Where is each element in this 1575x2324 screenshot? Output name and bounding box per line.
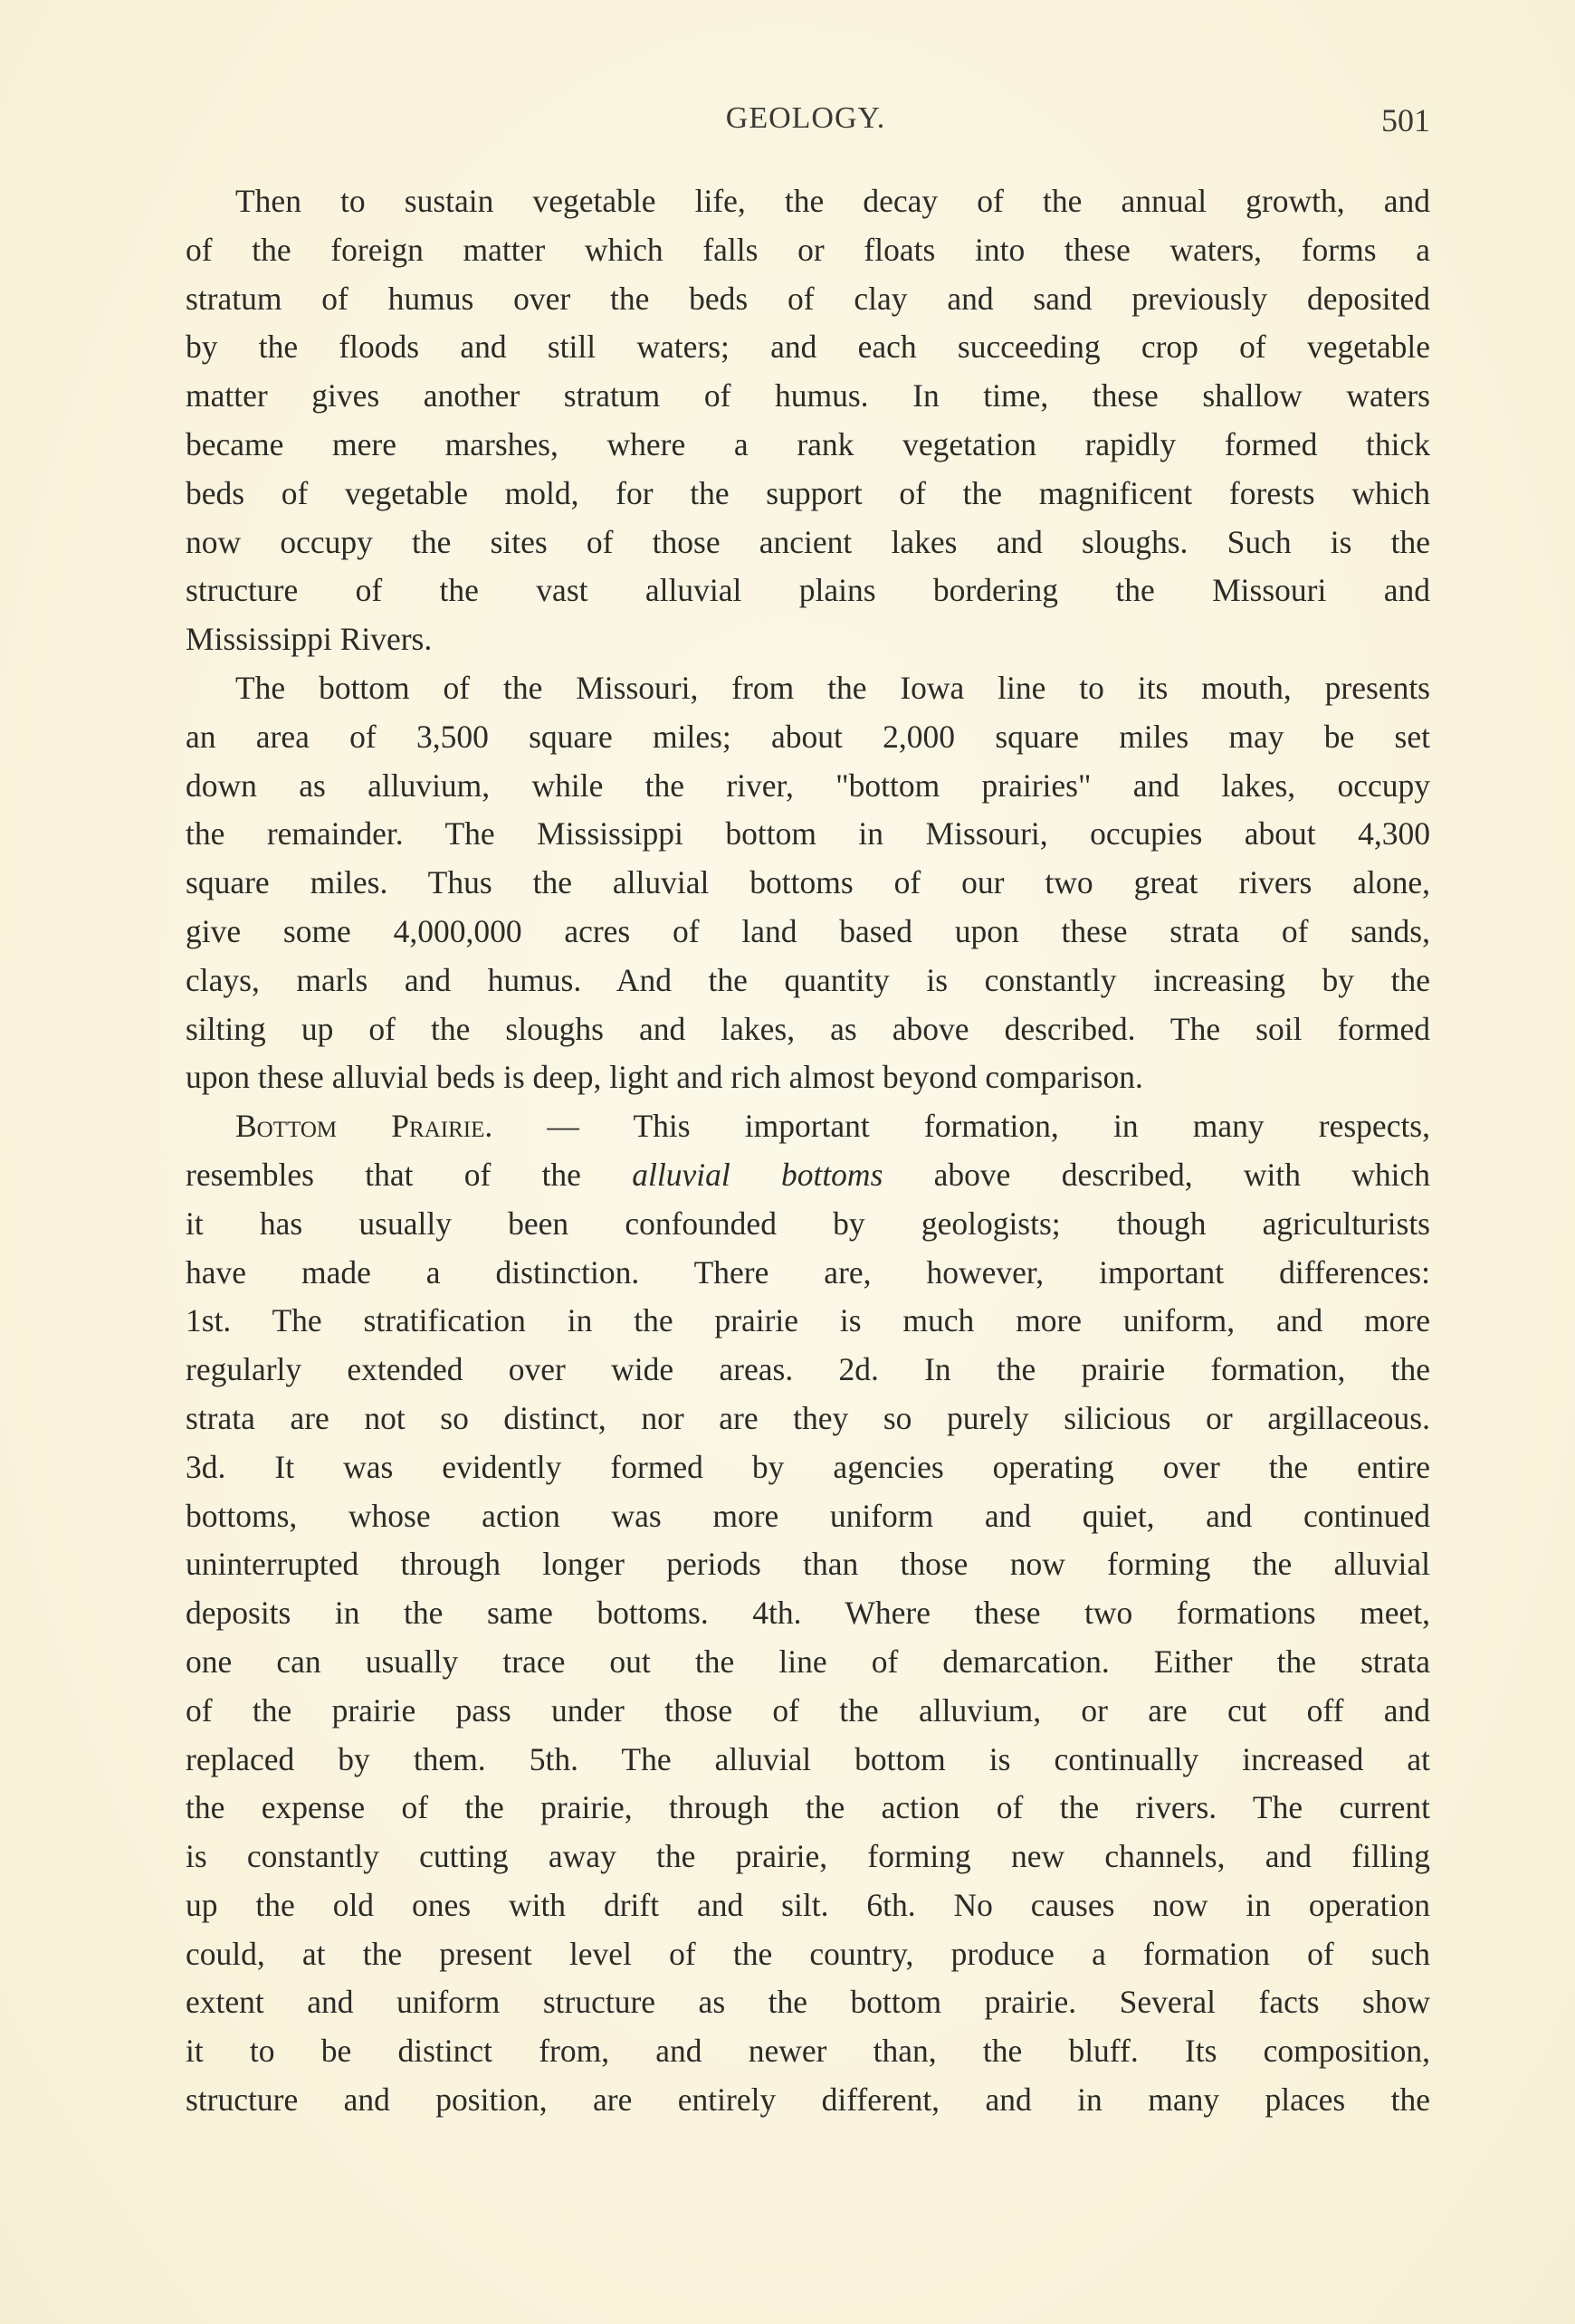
text-line: an area of 3,500 square miles; about 2,000 square miles may be set bbox=[186, 718, 1430, 755]
running-title: GEOLOGY. bbox=[725, 101, 886, 135]
em-dash: — bbox=[492, 1108, 634, 1145]
text-line: clays, marls and humus. And the quantity is constantly increasing by the bbox=[186, 961, 1430, 998]
text-line: have made a distinction. There are, however, important differences: bbox=[186, 1253, 1430, 1291]
text-line: structure and position, are entirely different, and in many places the bbox=[186, 2081, 1430, 2119]
text-line: could, at the present level of the country, produce a formation of such bbox=[186, 1935, 1430, 1972]
page-number: 501 bbox=[1381, 102, 1430, 138]
text-line: strata are not so distinct, nor are they so purely silicious or argillaceous. bbox=[186, 1399, 1430, 1436]
text-line: silting up of the sloughs and lakes, as above described. The soil formed bbox=[186, 1010, 1430, 1047]
text-line: now occupy the sites of those ancient lakes and sloughs. Such is the bbox=[186, 523, 1430, 560]
section-heading: Bottom Prairie. bbox=[235, 1108, 493, 1145]
text-line: regularly extended over wide areas. 2d. In the prairie formation, the bbox=[186, 1351, 1430, 1388]
text-line: Then to sustain vegetable life, the decay of the annual growth, and bbox=[235, 183, 1430, 219]
text-line: it to be distinct from, and newer than, the bluff. Its composition, bbox=[186, 2033, 1430, 2070]
text-line: 1st. The stratification in the prairie is much more uniform, and more bbox=[186, 1302, 1430, 1339]
text-line: Mississippi Rivers. bbox=[186, 621, 433, 658]
text-line: the expense of the prairie, through the action of the rivers. The current bbox=[186, 1789, 1430, 1826]
running-head bbox=[181, 101, 1430, 138]
text-line: structure of the vast alluvial plains bordering the Missouri and bbox=[186, 572, 1430, 609]
text-line: down as alluvium, while the river, "bottom prairies" and lakes, occupy bbox=[186, 767, 1430, 804]
text-line: beds of vegetable mold, for the support of the magnificent forests which bbox=[186, 474, 1430, 511]
text-line: of the foreign matter which falls or floats into these waters, forms a bbox=[186, 231, 1430, 268]
text-line: became mere marshes, where a rank vegetation rapidly formed thick bbox=[186, 425, 1430, 462]
italic-term: alluvial bottoms bbox=[632, 1156, 883, 1193]
text-line: the remainder. The Mississippi bottom in Missouri, occupies about 4,300 bbox=[186, 815, 1430, 852]
text-run: This important formation, in many respects, bbox=[633, 1108, 1430, 1145]
text-line: of the prairie pass under those of the alluvium, or are cut off and bbox=[186, 1691, 1430, 1729]
paragraph-2 bbox=[186, 664, 1430, 1102]
text-run: resembles that of the bbox=[186, 1156, 633, 1193]
text-line: one can usually trace out the line of demarcation. Either the strata bbox=[186, 1643, 1430, 1680]
text-line: uninterrupted through longer periods than those now forming the alluvial bbox=[186, 1546, 1430, 1583]
text-line: 3d. It was evidently formed by agencies operating over the entire bbox=[186, 1448, 1430, 1485]
text-line: upon these alluvial beds is deep, light and rich almost beyond comparison. bbox=[186, 1059, 1143, 1096]
text-run: above described, with which bbox=[883, 1156, 1431, 1193]
paragraph-3-bottom-prairie bbox=[186, 1102, 1430, 2125]
text-line: square miles. Thus the alluvial bottoms of our two great rivers alone, bbox=[186, 864, 1430, 901]
text-line: extent and uniform structure as the bottom prairie. Several facts show bbox=[186, 1984, 1430, 2021]
text-line bbox=[186, 1151, 1430, 1200]
text-line: up the old ones with drift and silt. 6th. No causes now in operation bbox=[186, 1886, 1430, 1923]
paragraph-1 bbox=[186, 177, 1430, 664]
text-line: it has usually been confounded by geologists; though agriculturists bbox=[186, 1205, 1430, 1242]
text-line: replaced by them. 5th. The alluvial bottom is continually increased at bbox=[186, 1740, 1430, 1777]
text-line: is constantly cutting away the prairie, forming new channels, and filling bbox=[186, 1838, 1430, 1875]
text-line: deposits in the same bottoms. 4th. Where these two formations meet, bbox=[186, 1595, 1430, 1632]
text-line: The bottom of the Missouri, from the Iowa line to its mouth, presents bbox=[235, 669, 1430, 706]
text-line bbox=[186, 1102, 1430, 1151]
text-line: give some 4,000,000 acres of land based upon these strata of sands, bbox=[186, 912, 1430, 949]
text-line: matter gives another stratum of humus. In time, these shallow waters bbox=[186, 377, 1430, 414]
text-line: bottoms, whose action was more uniform and quiet, and continued bbox=[186, 1497, 1430, 1534]
text-line: stratum of humus over the beds of clay and sand previously deposited bbox=[186, 280, 1430, 317]
text-line: by the floods and still waters; and each succeeding crop of vegetable bbox=[186, 329, 1430, 366]
body-text bbox=[186, 177, 1430, 2125]
